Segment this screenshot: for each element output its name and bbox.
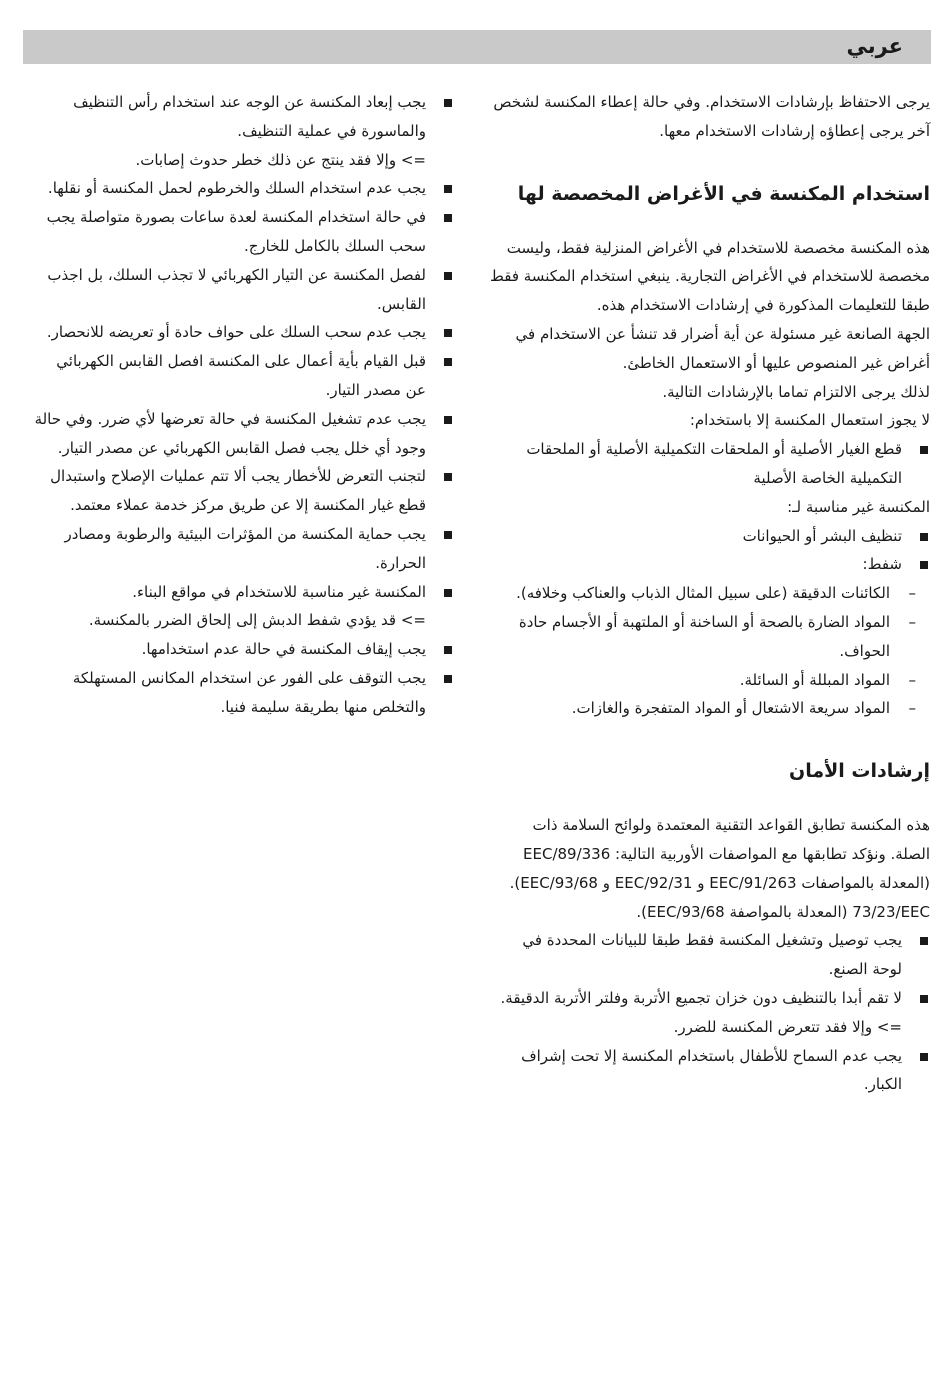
language-label: عربي [846, 34, 903, 58]
not-suitable-list [490, 522, 930, 580]
square-bullet-icon [444, 329, 452, 337]
list-item: يجب عدم سحب السلك على حواف حادة أو تعريضه للانحصار. [34, 318, 454, 347]
square-bullet-icon [444, 272, 452, 280]
list-item: لا تقم أبدا بالتنظيف دون خزان تجميع الأتربة وفلتر الأتربة الدقيقة. [490, 984, 930, 1013]
list-item: يجب عدم استخدام السلك والخرطوم لحمل المكنسة أو نقلها. [34, 174, 454, 203]
square-bullet-icon [444, 646, 452, 654]
square-bullet-icon [920, 995, 928, 1003]
square-bullet-icon [444, 358, 452, 366]
list-item: يجب إيقاف المكنسة في حالة عدم استخدامها. [34, 635, 454, 664]
dash-mark: – [908, 612, 916, 631]
square-bullet-icon [920, 446, 928, 454]
list-item: المكنسة غير مناسبة للاستخدام في مواقع البناء. [34, 578, 454, 607]
square-bullet-icon [444, 589, 452, 597]
list-item: يجب إبعاد المكنسة عن الوجه عند استخدام رأس التنظيف والماسورة في عملية التنظيف. [34, 88, 454, 146]
dash-mark: – [908, 670, 916, 689]
list-item: يجب التوقف على الفور عن استخدام المكانس المستهلكة والتخلص منها بطريقة سليمة فنيا. [34, 664, 454, 722]
safety-list [490, 926, 930, 1012]
list-item: شفط: [490, 550, 930, 579]
list-item: يجب توصيل وتشغيل المكنسة فقط طبقا للبيانات المحددة في لوحة الصنع. [490, 926, 930, 984]
square-bullet-icon [444, 99, 452, 107]
square-bullet-icon [444, 675, 452, 683]
list-item: تنظيف البشر أو الحيوانات [490, 522, 930, 551]
section-title-safety: إرشادات الأمان [788, 760, 930, 783]
list-item: يجب عدم تشغيل المكنسة في حالة تعرضها لأي ضرر. وفي حالة وجود أي خلل يجب فصل القابس الكهربائي عن مصدر التيار. [34, 405, 454, 463]
dash-mark: – [908, 699, 916, 718]
section-title-intended-use: استخدام المكنسة في الأغراض المخصصة لها [517, 182, 930, 205]
right-column [490, 88, 930, 1099]
square-bullet-icon [444, 185, 452, 193]
intended-use-paragraph: هذه المكنسة مخصصة للاستخدام في الأغراض المنزلية فقط، وليست مخصصة للاستخدام في الأغراض التجارية. ينبغي استخدام المكنسة فقط طبقا للتعليمات المذكورة في إرشادات الاستخدام هذه. [490, 238, 930, 315]
follow-instructions-paragraph: لذلك يرجى الالتزام تماما بالإرشادات التالية. [662, 382, 930, 401]
list-item: – المواد المبللة أو السائلة. [490, 666, 930, 695]
liability-paragraph: الجهة الصانعة غير مسئولة عن أية أضرار قد تنشأ عن الاستخدام في أغراض غير المنصوص عليها أو الاستعمال الخاطئ. [515, 324, 930, 372]
square-bullet-icon [444, 416, 452, 424]
list-item: – المواد الضارة بالصحة أو الساخنة أو الملتهبة أو الأجسام حادة الحواف. [490, 608, 930, 666]
list-item: لتجنب التعرض للأخطار يجب ألا تتم عمليات الإصلاح واستبدال قطع غيار المكنسة إلا عن طريق مركز خدمة عملاء معتمد. [34, 462, 454, 520]
list-item: يجب حماية المكنسة من المؤثرات البيئية والرطوبة ومصادر الحرارة. [34, 520, 454, 578]
list-item: لفصل المكنسة عن التيار الكهربائي لا تجذب السلك، بل اجذب القابس. [34, 261, 454, 319]
square-bullet-icon [920, 1053, 928, 1061]
warning-note: => قد يؤدي شفط الدبش إلى إلحاق الضرر بالمكنسة. [88, 611, 426, 630]
safety-list-continued [490, 1042, 930, 1100]
list-item: في حالة استخدام المكنسة لعدة ساعات بصورة متواصلة يجب سحب السلك بالكامل للخارج. [34, 203, 454, 261]
square-bullet-icon [920, 937, 928, 945]
list-item: – الكائنات الدقيقة (على سبيل المثال الذباب والعناكب وخلافه). [490, 579, 930, 608]
safety-list-left [34, 88, 454, 146]
list-item: قطع الغيار الأصلية أو الملحقات التكميلية الأصلية أو الملحقات التكميلية الخاصة الأصلية [490, 435, 930, 493]
square-bullet-icon [920, 561, 928, 569]
suction-dash-list [490, 579, 930, 723]
square-bullet-icon [444, 473, 452, 481]
left-column [34, 88, 454, 722]
square-bullet-icon [444, 214, 452, 222]
warning-note: => وإلا فقد تتعرض المكنسة للضرر. [673, 1017, 902, 1036]
not-suitable-paragraph: المكنسة غير مناسبة لـ: [787, 497, 930, 516]
dash-mark: – [908, 584, 916, 603]
safety-list-left-2 [34, 174, 454, 606]
warning-note: => وإلا فقد ينتج عن ذلك خطر حدوث إصابات. [135, 150, 426, 169]
permitted-use-list [490, 435, 930, 493]
list-item: قبل القيام بأية أعمال على المكنسة افصل القابس الكهربائي عن مصدر التيار. [34, 347, 454, 405]
safety-list-left-3 [34, 635, 454, 721]
intro-paragraph: يرجى الاحتفاظ بإرشادات الاستخدام. وفي حالة إعطاء المكنسة لشخص آخر يرجى إعطاؤه إرشادات الاستخدام معها. [493, 93, 930, 140]
square-bullet-icon [920, 533, 928, 541]
standards-paragraph: هذه المكنسة تطابق القواعد التقنية المعتمدة ولوائح السلامة ذات الصلة. ونؤكد تطابقها مع المواصفات الأوربية التالية: 89/336/EEC (المعدلة بالمواصفات 91/263/EEC و 92/31/EEC و 93/68/EEC). 73/23/EEC (المعدلة بالمواصفة 93/68/EEC). [509, 816, 930, 921]
permitted-use-paragraph: لا يجوز استعمال المكنسة إلا باستخدام: [689, 411, 930, 430]
square-bullet-icon [444, 531, 452, 539]
language-header-bar [23, 30, 931, 64]
list-item: – المواد سريعة الاشتعال أو المواد المتفجرة والغازات. [490, 694, 930, 723]
list-item: يجب عدم السماح للأطفال باستخدام المكنسة إلا تحت إشراف الكبار. [490, 1042, 930, 1100]
